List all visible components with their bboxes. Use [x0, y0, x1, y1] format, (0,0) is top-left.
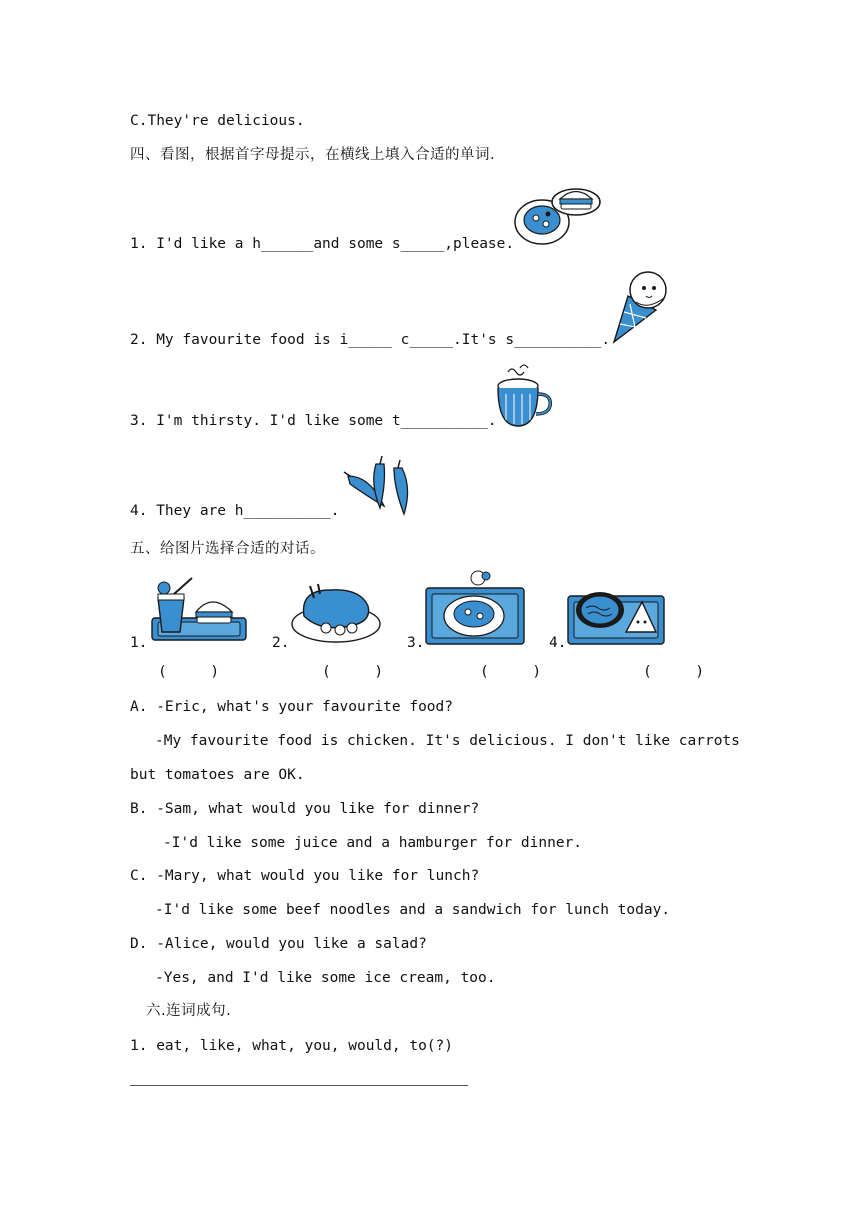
- dialogue-b-answer: -I'd like some juice and a hamburger for dinner.: [163, 835, 583, 851]
- section4-item-3: 3. I'm thirsty. I'd like some t__________.: [130, 413, 497, 429]
- dialogue-b-question: B. -Sam, what would you like for dinner?: [130, 801, 480, 817]
- section6-item-1: 1. eat, like, what, you, would, to(?): [130, 1038, 454, 1054]
- ice-cream-icon: [606, 266, 672, 346]
- answer-blank-1[interactable]: ( ): [158, 664, 220, 680]
- roast-chicken-icon: [290, 582, 382, 644]
- section5-heading: 五、给图片选择合适的对话。: [130, 541, 325, 557]
- answer-line[interactable]: [130, 1085, 468, 1086]
- section4-item-4: 4. They are h__________.: [130, 503, 340, 519]
- hamburger-salad-icon: [512, 182, 604, 248]
- dialogue-a-answer: -My favourite food is chicken. It's delicious. I don't like carrots: [155, 733, 740, 749]
- section4-item-2: 2. My favourite food is i_____ c_____.It's s__________.: [130, 332, 611, 348]
- juice-hamburger-tray-icon: [150, 576, 250, 644]
- picture-number-1: 1.: [130, 635, 148, 651]
- noodles-sandwich-tray-icon: [566, 586, 666, 648]
- dialogue-d-question: D. -Alice, would you like a salad?: [130, 936, 427, 952]
- dialogue-c-answer: -I'd like some beef noodles and a sandwich for lunch today.: [155, 902, 671, 918]
- prev-option-c: C.They're delicious.: [130, 113, 305, 129]
- dialogue-c-question: C. -Mary, what would you like for lunch?: [130, 868, 480, 884]
- dialogue-d-answer: -Yes, and I'd like some ice cream, too.: [155, 970, 496, 986]
- section4-heading: 四、看图，根据首字母提示，在横线上填入合适的单词.: [130, 147, 496, 163]
- picture-number-3: 3.: [407, 635, 425, 651]
- salad-tray-icon: [424, 570, 528, 648]
- tea-cup-icon: [494, 364, 554, 430]
- section6-heading: 六.连词成句.: [146, 1003, 232, 1019]
- picture-number-4: 4.: [549, 635, 567, 651]
- answer-blank-2[interactable]: ( ): [322, 664, 384, 680]
- answer-blank-4[interactable]: ( ): [643, 664, 705, 680]
- answer-blank-3[interactable]: ( ): [480, 664, 542, 680]
- section4-item-1: 1. I'd like a h______and some s_____,please.: [130, 236, 515, 252]
- dialogue-a-question: A. -Eric, what's your favourite food?: [130, 699, 454, 715]
- dialogue-a-answer-cont: but tomatoes are OK.: [130, 767, 305, 783]
- chili-peppers-icon: [340, 454, 420, 518]
- picture-number-2: 2.: [272, 635, 290, 651]
